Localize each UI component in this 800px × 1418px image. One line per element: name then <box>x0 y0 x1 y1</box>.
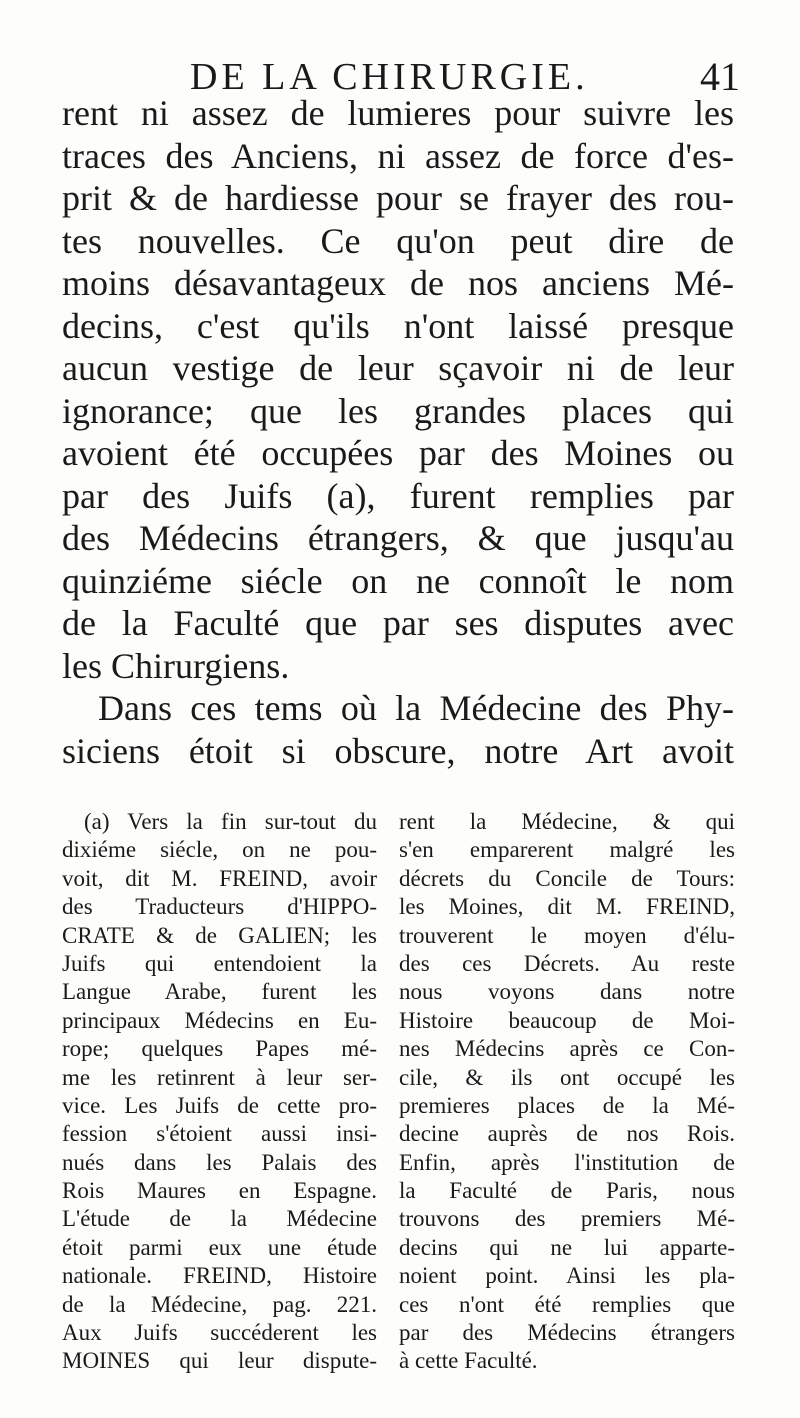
footnote-line: voit, dit M. FREIND, avoir <box>62 865 377 891</box>
footnote-line: les Moines, dit M. FREIND, <box>399 894 735 920</box>
footnote-column-right <box>399 808 735 1376</box>
footnote-line: trouvons des premiers Mé- <box>399 1206 735 1232</box>
footnote-line: Histoire beaucoup de Moi- <box>399 1007 735 1033</box>
footnote-line: noient point. Ainsi les pla- <box>399 1263 735 1289</box>
footnote-line: Langue Arabe, furent les <box>62 979 377 1005</box>
text-line: avoient été occupées par des Moines ou <box>62 433 734 473</box>
text-line: ignorance; que les grandes places qui <box>62 390 734 431</box>
text-line: des Médecins étrangers, & que jusqu'au <box>62 518 734 558</box>
footnote-line: rent la Médecine, & qui <box>399 809 735 834</box>
footnote-line: cile, & ils ont occupé les <box>399 1064 735 1090</box>
footnote-line: principaux Médecins en Eu- <box>62 1007 377 1033</box>
footnote-line: me les retinrent à leur ser- <box>62 1064 377 1090</box>
footnote-line: des ces Décrets. Au reste <box>399 950 735 976</box>
footnote-line: MOINES qui leur dispute- <box>62 1348 377 1374</box>
text-line: les Chirurgiens. <box>62 645 290 686</box>
text-line: decins, c'est qu'ils n'ont laissé presque <box>62 305 734 346</box>
footnote-line: Rois Maures en Espagne. <box>62 1178 377 1204</box>
footnote-line: CRATE & de GALIEN; les <box>62 922 377 948</box>
footnote-line: ces n'ont été remplies que <box>399 1291 735 1317</box>
footnote-line: de la Médecine, pag. 221. <box>62 1291 377 1317</box>
footnote-line: L'étude de la Médecine <box>62 1206 377 1232</box>
text-line: par des Juifs (a), furent remplies par <box>62 475 734 516</box>
footnote-line: étoit parmi eux une étude <box>62 1234 377 1260</box>
footnote-line: vice. Les Juifs de cette pro- <box>62 1092 377 1118</box>
text-line: moins désavantageux de nos anciens Mé- <box>62 263 734 303</box>
footnote-line: la Faculté de Paris, nous <box>399 1178 735 1204</box>
footnote-line: Enfin, après l'institution de <box>399 1149 735 1175</box>
text-line: aucun vestige de leur sçavoir ni de leur <box>62 348 734 388</box>
footnote-line: fession s'étoient aussi insi- <box>62 1121 377 1147</box>
footnote-line: Aux Juifs succéderent les <box>62 1320 377 1346</box>
footnote-line: des Traducteurs d'HIPPO- <box>62 894 377 920</box>
footnote-line: nous voyons dans notre <box>399 979 735 1005</box>
footnote-column-left <box>62 808 377 1376</box>
footnote-line: Juifs qui entendoient la <box>62 950 377 976</box>
footnote-line: nes Médecins après ce Con- <box>399 1036 735 1062</box>
footnote-line: (a) Vers la fin sur-tout du <box>84 809 377 834</box>
footnote-line: decins qui ne lui apparte- <box>399 1234 735 1260</box>
text-line: prit & de hardiesse pour se frayer des rou- <box>62 178 734 218</box>
text-line: rent ni assez de lumieres pour suivre les <box>62 93 734 133</box>
footnotes <box>62 808 738 1378</box>
running-title: DE LA CHIRURGIE. <box>190 56 589 98</box>
footnote-line: nationale. FREIND, Histoire <box>62 1263 377 1289</box>
footnote-line: trouverent le moyen d'élu- <box>399 922 735 948</box>
footnote-line: nués dans les Palais des <box>62 1149 377 1175</box>
footnote-line: rope; quelques Papes mé- <box>62 1036 377 1062</box>
text-line: tes nouvelles. Ce qu'on peut dire de <box>62 220 734 261</box>
text-line: de la Faculté que par ses disputes avec <box>62 603 734 643</box>
text-line: siciens étoit si obscure, notre Art avoit <box>62 730 734 771</box>
footnote-line: décrets du Concile de Tours: <box>399 865 735 891</box>
text-line: quinziéme siécle on ne connoît le nom <box>62 560 734 601</box>
text-line: traces des Anciens, ni assez de force d'es- <box>62 135 734 176</box>
text-line: Dans ces tems où la Médecine des Phy- <box>98 688 734 728</box>
footnote-line: premieres places de la Mé- <box>399 1092 735 1118</box>
page-number: 41 <box>700 54 740 99</box>
footnote-line: par des Médecins étrangers <box>399 1320 735 1346</box>
footnote-line: decine auprès de nos Rois. <box>399 1121 735 1147</box>
footnote-line: à cette Faculté. <box>399 1348 538 1374</box>
main-text <box>62 92 734 772</box>
footnote-line: dixiéme siécle, on ne pou- <box>62 837 377 863</box>
footnote-line: s'en emparerent malgré les <box>399 837 735 863</box>
